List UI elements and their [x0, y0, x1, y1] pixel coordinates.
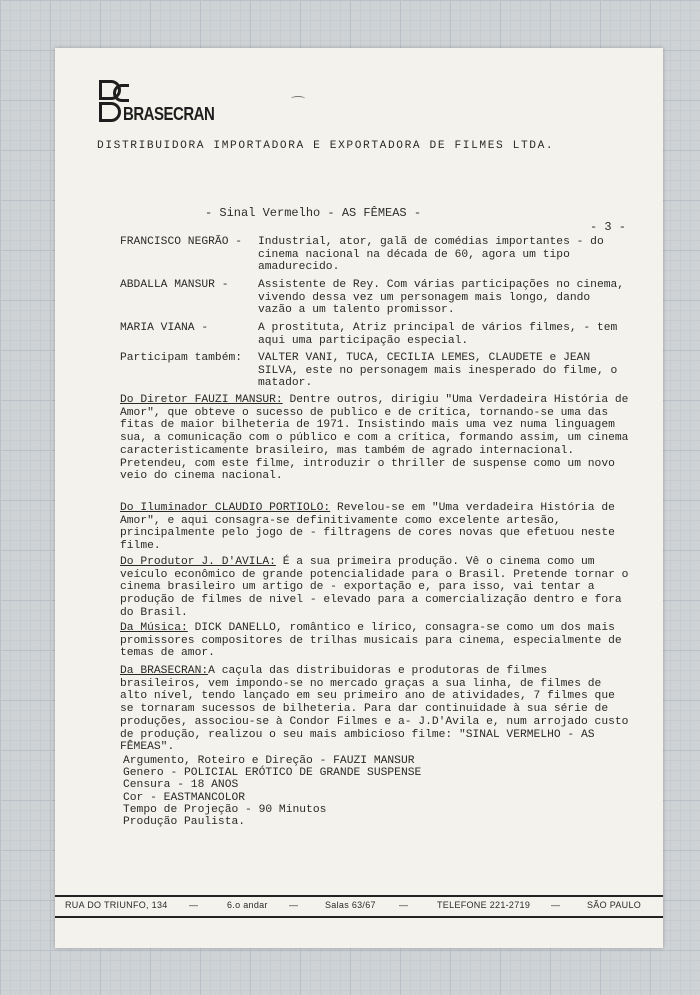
logo-text: BRASECRAN — [123, 104, 215, 125]
section-music — [120, 622, 632, 660]
cast-description: Assistente de Rey. Com várias participações no cinema, vivendo dessa vez um personagem mais longo, dando vazão a um talento promissor. — [258, 279, 625, 317]
document-title: - Sinal Vermelho - AS FÊMEAS - — [205, 206, 422, 220]
credit-line: Tempo de Projeção - 90 Minutos — [123, 803, 327, 816]
section-text: Revelou-se em "Uma verdadeira História de Amor", e aqui consagra-se definitivamente como excelente artesão, principalmente pelo jogo de - filtragens de cores novas que efetuou neste filme. — [120, 502, 615, 553]
footer-dash: — — [399, 900, 409, 910]
credit-line: Genero - POLICIAL ERÓTICO DE GRANDE SUSPENSE — [123, 767, 422, 780]
company-name: DISTRIBUIDORA IMPORTADORA E EXPORTADORA DE FILMES LTDA. — [97, 140, 555, 152]
cast-name: MARIA VIANA - — [120, 322, 209, 334]
footer-rule-bottom — [55, 916, 663, 918]
section-text: A caçula das distribuidoras e produtoras de filmes brasileiros, vem impondo-se no mercado graças a sua linha, de filmes de alto nível, tendo lançado em seu primeiro ano de atividades, 7 filmes que se tornaram sucessos de bilheteria. Para dar continuidade à sua série de produções, associou-se à Condor Filmes e a- J.D'Avila e, num arrojado custo de produção, realizou o seu mais ambicioso filme: "SINAL VERMELHO - AS FÊMEAS". — [120, 665, 629, 754]
footer-phone: TELEFONE 221-2719 — [437, 900, 531, 910]
document-page — [55, 48, 663, 948]
section-brasecran — [120, 665, 632, 754]
credit-line: Produção Paulista. — [123, 816, 246, 829]
footer-dash: — — [289, 900, 299, 910]
cast-name: FRANCISCO NEGRÃO - — [120, 236, 243, 248]
section-producer — [120, 556, 632, 620]
section-director — [120, 394, 632, 483]
credit-line: Censura - 18 ANOS — [123, 779, 239, 792]
cast-description: VALTER VANI, TUCA, CECILIA LEMES, CLAUDETE e JEAN SILVA, este no personagem mais inesperado do filme, o matador. — [258, 352, 618, 390]
section-lighting — [120, 502, 632, 553]
footer-city: SÃO PAULO — [587, 900, 642, 910]
section-label: Do Iluminador CLAUDIO PORTIOLO: — [120, 502, 331, 514]
footer-floor: 6.o andar — [227, 900, 268, 910]
footer-street: RUA DO TRIUNFO, 134 — [65, 900, 168, 910]
credits-list — [123, 755, 421, 828]
credit-line: Cor - EASTMANCOLOR — [123, 791, 246, 804]
section-label: Do Diretor FAUZI MANSUR: — [120, 394, 283, 406]
cast-name: Participam também: — [120, 352, 243, 364]
footer-rooms: Salas 63/67 — [325, 900, 376, 910]
credit-line: Argumento, Roteiro e Direção - FAUZI MANSUR — [123, 755, 415, 767]
footer-rule-top — [55, 895, 663, 897]
section-label: Da BRASECRAN: — [120, 665, 209, 677]
section-label: Do Produtor J. D'AVILA: — [120, 556, 276, 568]
section-text: Dentre outros, dirigiu "Uma Verdadeira História de Amor", que obteve o sucesso de publico e de crítica, tornando-se uma das fitas de maior bilheteria de 1971. Insistindo mais uma vez numa linguagem sua, a comunicação com o público e com a crítica, formando assim, um cinema caracteristicamente brasileiro, mas também de agrado internacional. Pretendeu, com este filme, introduzir o thriller de suspense como um novo veio do cinema nacional. — [120, 394, 629, 483]
cast-description: Industrial, ator, galã de comédias importantes - do cinema nacional na década de 60, agora um tipo amadurecido. — [258, 236, 604, 274]
footer-dash: — — [189, 900, 199, 910]
section-label: Da Música: — [120, 622, 188, 634]
cast-name: ABDALLA MANSUR - — [120, 279, 229, 291]
pen-mark — [291, 96, 305, 101]
footer-dash: — — [551, 900, 561, 910]
cast-description: A prostituta, Atriz principal de vários filmes, - tem aqui uma participação especial. — [258, 322, 618, 347]
brasecran-logo — [97, 78, 227, 128]
page-number: - 3 - — [590, 220, 627, 234]
section-text: DICK DANELLO, romântico e lírico, consagra-se como um dos mais promissores compositores de trilhas musicais para cinema, especialmente de temas de amor. — [120, 622, 622, 660]
section-text: É a sua primeira produção. Vê o cinema como um veículo econômico de grande potencialidade para o Brasil. Pretende tornar o cinema brasileiro um artigo de - exportação e, para isso, vai tentar a produção de filmes de nivel - elevado para a comercialização dentro e fora do Brasil. — [120, 556, 629, 619]
